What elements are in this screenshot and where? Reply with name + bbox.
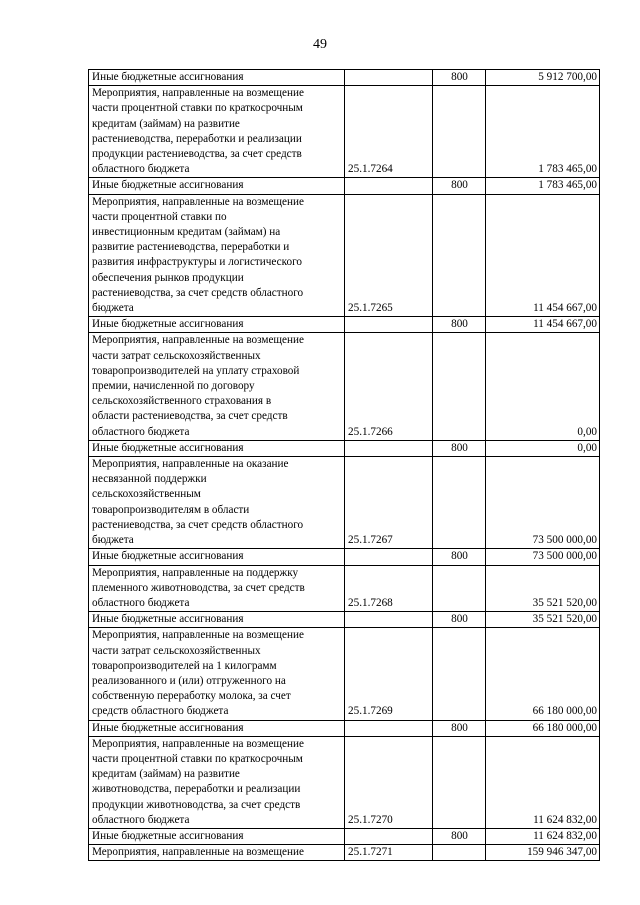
table-row bbox=[89, 565, 600, 612]
row-name-cell: Иные бюджетные ассигнования bbox=[89, 70, 345, 86]
row-sum-cell: 11 454 667,00 bbox=[486, 317, 600, 333]
row-code-cell: 25.1.7264 bbox=[345, 86, 433, 178]
row-name-cell: Мероприятия, направленные на возмещение bbox=[89, 845, 345, 861]
row-sum-cell: 35 521 520,00 bbox=[486, 565, 600, 612]
row-sum-cell: 11 624 832,00 bbox=[486, 828, 600, 844]
table-row bbox=[89, 317, 600, 333]
row-code-cell: 25.1.7269 bbox=[345, 628, 433, 720]
budget-table bbox=[88, 69, 600, 861]
table-row bbox=[89, 828, 600, 844]
table-row bbox=[89, 736, 600, 828]
row-code-cell bbox=[345, 317, 433, 333]
row-name-cell: Иные бюджетные ассигнования bbox=[89, 440, 345, 456]
row-sum-cell: 73 500 000,00 bbox=[486, 457, 600, 549]
row-expense-type-cell: 800 bbox=[433, 178, 486, 194]
row-expense-type-cell: 800 bbox=[433, 70, 486, 86]
table-row bbox=[89, 178, 600, 194]
table-row bbox=[89, 457, 600, 549]
table-row bbox=[89, 720, 600, 736]
row-code-cell bbox=[345, 612, 433, 628]
row-expense-type-cell bbox=[433, 845, 486, 861]
row-expense-type-cell bbox=[433, 736, 486, 828]
row-sum-cell: 66 180 000,00 bbox=[486, 628, 600, 720]
row-expense-type-cell bbox=[433, 86, 486, 178]
row-name-cell: Иные бюджетные ассигнования bbox=[89, 612, 345, 628]
row-code-cell bbox=[345, 178, 433, 194]
table-row bbox=[89, 70, 600, 86]
row-name-cell: Иные бюджетные ассигнования bbox=[89, 720, 345, 736]
budget-table-body bbox=[89, 70, 600, 861]
table-row bbox=[89, 440, 600, 456]
row-code-cell: 25.1.7268 bbox=[345, 565, 433, 612]
row-name-cell: Иные бюджетные ассигнования bbox=[89, 549, 345, 565]
row-code-cell: 25.1.7271 bbox=[345, 845, 433, 861]
row-name-cell: Мероприятия, направленные на оказание несвязанной поддержки сельскохозяйственным товаропроизводителям в области растениеводства, за счет средств областного бюджета bbox=[89, 457, 345, 549]
row-sum-cell: 0,00 bbox=[486, 440, 600, 456]
row-name-cell: Мероприятия, направленные на возмещение части процентной ставки по инвестиционным кредитам (займам) на развитие растениеводства, переработки и развития инфраструктуры и логистического обеспечения рынков продукции растениеводства, за счет средств областного бюджета bbox=[89, 194, 345, 317]
row-sum-cell: 159 946 347,00 bbox=[486, 845, 600, 861]
row-sum-cell: 5 912 700,00 bbox=[486, 70, 600, 86]
row-expense-type-cell bbox=[433, 565, 486, 612]
row-expense-type-cell: 800 bbox=[433, 440, 486, 456]
row-code-cell bbox=[345, 70, 433, 86]
row-name-cell: Иные бюджетные ассигнования bbox=[89, 317, 345, 333]
row-expense-type-cell: 800 bbox=[433, 720, 486, 736]
row-name-cell: Иные бюджетные ассигнования bbox=[89, 828, 345, 844]
table-row bbox=[89, 845, 600, 861]
row-expense-type-cell bbox=[433, 333, 486, 440]
row-name-cell: Мероприятия, направленные на возмещение части затрат сельскохозяйственных товаропроизводителей на уплату страховой премии, начисленной по договору сельскохозяйственного страхования в области растениеводства, за счет средств областного бюджета bbox=[89, 333, 345, 440]
table-row bbox=[89, 86, 600, 178]
row-code-cell: 25.1.7267 bbox=[345, 457, 433, 549]
row-sum-cell: 1 783 465,00 bbox=[486, 178, 600, 194]
row-sum-cell: 66 180 000,00 bbox=[486, 720, 600, 736]
table-row bbox=[89, 612, 600, 628]
row-name-cell: Мероприятия, направленные на возмещение части процентной ставки по краткосрочным кредитам (займам) на развитие животноводства, переработки и реализации продукции животноводства, за счет средств областного бюджета bbox=[89, 736, 345, 828]
table-row bbox=[89, 194, 600, 317]
row-expense-type-cell bbox=[433, 457, 486, 549]
row-expense-type-cell bbox=[433, 194, 486, 317]
row-expense-type-cell: 800 bbox=[433, 612, 486, 628]
row-code-cell: 25.1.7265 bbox=[345, 194, 433, 317]
row-expense-type-cell bbox=[433, 628, 486, 720]
row-name-cell: Мероприятия, направленные на поддержку племенного животноводства, за счет средств областного бюджета bbox=[89, 565, 345, 612]
row-name-cell: Иные бюджетные ассигнования bbox=[89, 178, 345, 194]
table-row bbox=[89, 333, 600, 440]
row-code-cell bbox=[345, 440, 433, 456]
row-sum-cell: 73 500 000,00 bbox=[486, 549, 600, 565]
row-code-cell: 25.1.7270 bbox=[345, 736, 433, 828]
row-code-cell bbox=[345, 720, 433, 736]
page-number: 49 bbox=[313, 37, 327, 52]
row-sum-cell: 11 454 667,00 bbox=[486, 194, 600, 317]
table-row bbox=[89, 628, 600, 720]
row-code-cell: 25.1.7266 bbox=[345, 333, 433, 440]
row-name-cell: Мероприятия, направленные на возмещение части затрат сельскохозяйственных товаропроизводителей на 1 килограмм реализованного и (или) отгруженного на собственную переработку молока, за счет средств областного бюджета bbox=[89, 628, 345, 720]
row-sum-cell: 11 624 832,00 bbox=[486, 736, 600, 828]
row-name-cell: Мероприятия, направленные на возмещение части процентной ставки по краткосрочным кредитам (займам) на развитие растениеводства, переработки и реализации продукции растениеводства, за счет средств областного бюджета bbox=[89, 86, 345, 178]
row-expense-type-cell: 800 bbox=[433, 828, 486, 844]
row-expense-type-cell: 800 bbox=[433, 549, 486, 565]
row-sum-cell: 0,00 bbox=[486, 333, 600, 440]
row-code-cell bbox=[345, 828, 433, 844]
table-row bbox=[89, 549, 600, 565]
row-expense-type-cell: 800 bbox=[433, 317, 486, 333]
row-sum-cell: 1 783 465,00 bbox=[486, 86, 600, 178]
row-code-cell bbox=[345, 549, 433, 565]
row-sum-cell: 35 521 520,00 bbox=[486, 612, 600, 628]
